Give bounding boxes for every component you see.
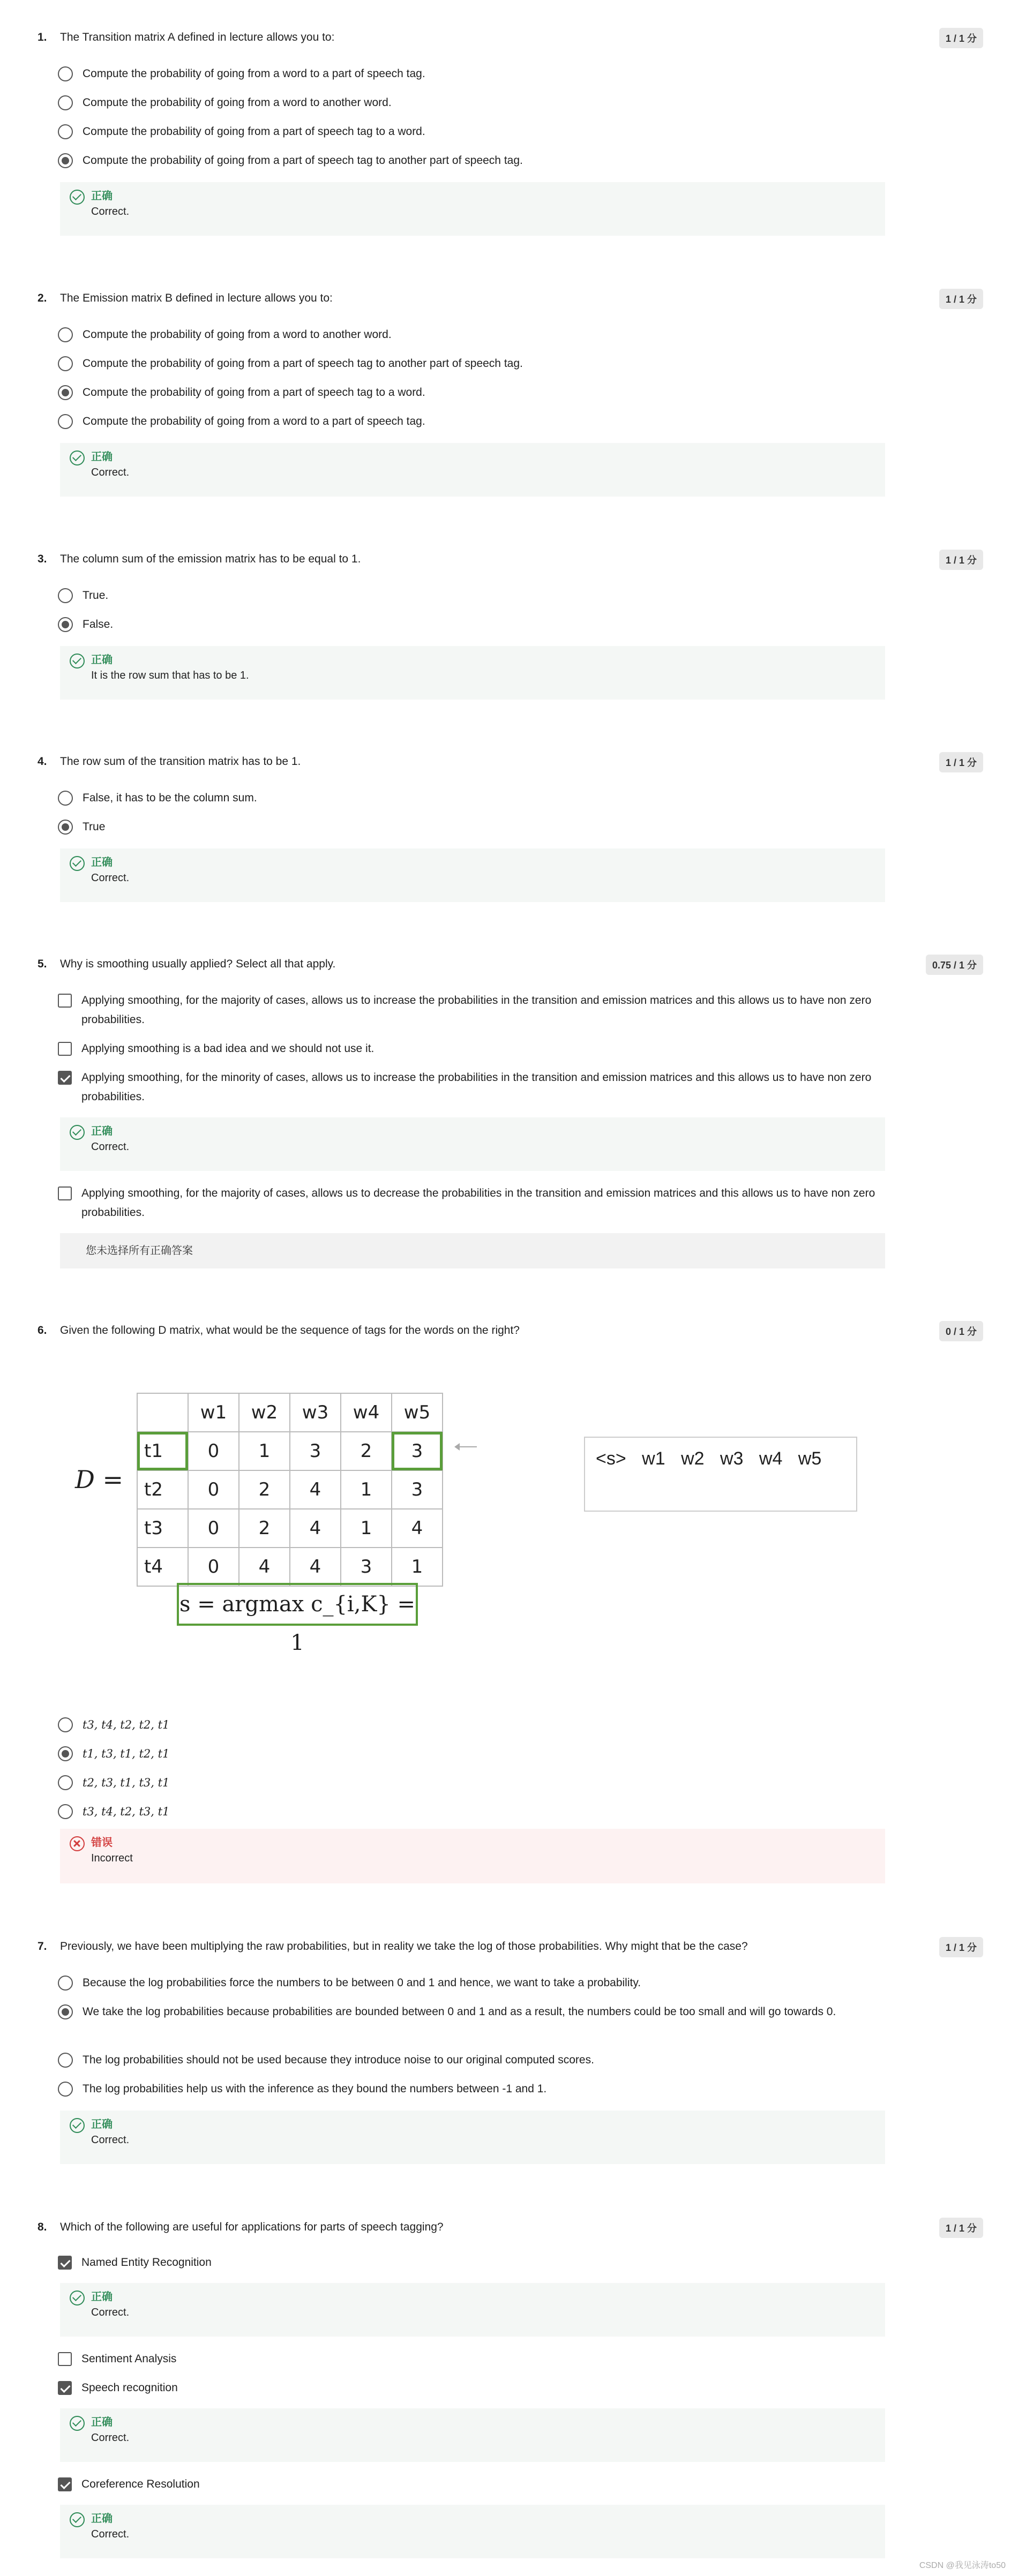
check-circle-icon	[70, 1125, 85, 1140]
option[interactable]: Compute the probability of going from a word to another word.	[58, 325, 894, 344]
radio-button[interactable]	[58, 414, 73, 429]
question-text: The Emission matrix B defined in lecture allows you to:	[60, 292, 333, 304]
matrix-cell: 2	[239, 1470, 290, 1509]
option[interactable]: Named Entity Recognition	[58, 2253, 894, 2272]
option[interactable]: t3, t4, t2, t2, t1	[58, 1715, 894, 1734]
matrix-cell: 3	[341, 1548, 392, 1586]
matrix-col-header: w1	[188, 1393, 239, 1432]
score-badge: 1 / 1 分	[939, 289, 983, 309]
feedback-title: 正确	[91, 2119, 113, 2130]
matrix-row-header: t2	[137, 1470, 188, 1509]
question-number: 4.	[38, 755, 47, 768]
question-text: Which of the following are useful for applications for parts of speech tagging?	[60, 2221, 444, 2233]
feedback-title: 正确	[91, 2291, 113, 2303]
option[interactable]: t3, t4, t2, t3, t1	[58, 1802, 894, 1821]
radio-button[interactable]	[58, 588, 73, 603]
feedback-title: 正确	[91, 654, 113, 666]
radio-button[interactable]	[58, 1717, 73, 1732]
check-circle-icon	[70, 2416, 85, 2431]
matrix-cell: 2	[239, 1509, 290, 1548]
matrix-cell: 0	[188, 1432, 239, 1470]
feedback-message: Incorrect	[91, 1852, 133, 1864]
feedback-message: Correct.	[91, 2528, 130, 2540]
option[interactable]: Compute the probability of going from a word to another word.	[58, 93, 894, 112]
checkbox[interactable]	[58, 994, 72, 1008]
score-badge: 1 / 1 分	[939, 2218, 983, 2238]
check-circle-icon	[70, 450, 85, 465]
feedback-message: Correct.	[91, 2134, 130, 2146]
option[interactable]: False, it has to be the column sum.	[58, 788, 894, 808]
matrix-cell: 3	[290, 1432, 341, 1470]
radio-button[interactable]	[58, 791, 73, 806]
feedback-message: Correct.	[91, 1141, 130, 1153]
radio-button[interactable]	[58, 1804, 73, 1819]
matrix-cell-highlighted: 3	[392, 1432, 443, 1470]
option[interactable]: Applying smoothing, for the minority of cases, allows us to increase the probabilities in the transition and emission matrices and this allows us to have non zero probabilities.	[58, 1068, 894, 1107]
option[interactable]: Applying smoothing is a bad idea and we should not use it.	[58, 1039, 894, 1058]
option[interactable]: Compute the probability of going from a part of speech tag to another part of speech tag.	[58, 151, 894, 170]
option[interactable]: Compute the probability of going from a word to a part of speech tag.	[58, 412, 894, 431]
option[interactable]: The log probabilities help us with the inference as they bound the numbers between -1 and 1.	[58, 2079, 894, 2099]
matrix-row	[137, 1509, 443, 1548]
radio-button-selected[interactable]	[58, 617, 73, 632]
option[interactable]: The log probabilities should not be used because they introduce noise to our original computed scores.	[58, 2051, 894, 2070]
feedback-title: 正确	[91, 2513, 113, 2525]
score-badge: 0 / 1 分	[939, 1321, 983, 1341]
feedback-message: It is the row sum that has to be 1.	[91, 670, 249, 681]
feedback-correct	[60, 1117, 885, 1171]
radio-button[interactable]	[58, 356, 73, 371]
checkbox-checked[interactable]	[58, 2256, 72, 2270]
feedback-correct	[60, 848, 885, 902]
matrix-row-header: t1	[137, 1432, 188, 1470]
feedback-message: Correct.	[91, 2307, 130, 2318]
feedback-title: 正确	[91, 857, 113, 868]
question-number: 2.	[38, 292, 47, 304]
question-number: 8.	[38, 2221, 47, 2233]
check-circle-icon	[70, 190, 85, 205]
radio-button[interactable]	[58, 327, 73, 342]
question-number: 1.	[38, 31, 47, 43]
check-circle-icon	[70, 2290, 85, 2305]
feedback-message: Correct.	[91, 2432, 130, 2444]
matrix-cell: 4	[392, 1509, 443, 1548]
score-badge: 1 / 1 分	[939, 550, 983, 570]
feedback-correct	[60, 2111, 885, 2164]
checkbox-checked[interactable]	[58, 2477, 72, 2491]
argmax-formula: s = argmax c_{i,K} = 1	[177, 1583, 418, 1626]
check-circle-icon	[70, 2118, 85, 2133]
option[interactable]: t1, t3, t1, t2, t1	[58, 1744, 894, 1763]
score-badge: 1 / 1 分	[939, 28, 983, 48]
option[interactable]: We take the log probabilities because probabilities are bounded between 0 and 1 and as a result, the numbers could be too small and will go towards 0.	[58, 2002, 894, 2022]
matrix-col-header: w2	[239, 1393, 290, 1432]
question-text: The column sum of the emission matrix has to be equal to 1.	[60, 553, 361, 565]
matrix-cell: 1	[341, 1470, 392, 1509]
question-number: 7.	[38, 1940, 47, 1952]
option[interactable]: Sentiment Analysis	[58, 2349, 894, 2369]
radio-button-selected[interactable]	[58, 2004, 73, 2019]
checkbox[interactable]	[58, 1042, 72, 1056]
score-badge: 0.75 / 1 分	[926, 955, 983, 975]
matrix-row	[137, 1470, 443, 1509]
matrix-col-header: w5	[392, 1393, 443, 1432]
option[interactable]: Compute the probability of going from a part of speech tag to a word.	[58, 122, 894, 141]
question-number: 5.	[38, 958, 47, 970]
feedback-title: 错误	[91, 1837, 113, 1849]
feedback-correct	[60, 182, 885, 236]
feedback-title: 正确	[91, 190, 113, 202]
question-number: 6.	[38, 1324, 47, 1336]
feedback-correct	[60, 2505, 885, 2558]
option[interactable]: Compute the probability of going from a part of speech tag to another part of speech tag.	[58, 354, 894, 373]
checkbox[interactable]	[58, 2352, 72, 2366]
radio-button-selected[interactable]	[58, 153, 73, 168]
option[interactable]: Applying smoothing, for the majority of cases, allows us to increase the probabilities in the transition and emission matrices and this allows us to have non zero probabilities.	[58, 991, 894, 1030]
arrow-icon	[455, 1446, 477, 1447]
feedback-correct	[60, 2283, 885, 2337]
feedback-message: Correct.	[91, 467, 130, 478]
x-circle-icon	[70, 1836, 85, 1851]
watermark: CSDN @我见泳涛to50	[919, 2561, 1006, 2570]
radio-button-selected[interactable]	[58, 385, 73, 400]
radio-button-selected[interactable]	[58, 820, 73, 835]
matrix-cell: 3	[392, 1470, 443, 1509]
radio-button[interactable]	[58, 124, 73, 139]
feedback-correct	[60, 443, 885, 497]
matrix-header-row	[137, 1393, 443, 1432]
feedback-correct	[60, 646, 885, 700]
option[interactable]: Because the log probabilities force the numbers to be between 0 and 1 and hence, we want to take a probability.	[58, 1973, 894, 1993]
d-matrix-figure	[0, 1393, 911, 1655]
check-circle-icon	[70, 856, 85, 871]
matrix-cell: 0	[188, 1509, 239, 1548]
matrix-row-header: t3	[137, 1509, 188, 1548]
radio-button[interactable]	[58, 2082, 73, 2097]
question-text: Given the following D matrix, what would be the sequence of tags for the words on the right?	[60, 1324, 520, 1336]
question-text: Previously, we have been multiplying the raw probabilities, but in reality we take the log of those probabilities. Why might that be the case?	[60, 1940, 748, 1952]
feedback-correct	[60, 2408, 885, 2462]
matrix-cell: 2	[341, 1432, 392, 1470]
word-sequence-box: <s> w1 w2 w3 w4 w5	[584, 1437, 857, 1512]
matrix-cell: 4	[290, 1509, 341, 1548]
matrix-cell: 1	[392, 1548, 443, 1586]
option[interactable]: True	[58, 817, 894, 837]
radio-button[interactable]	[58, 2053, 73, 2068]
matrix-row	[137, 1548, 443, 1586]
score-badge: 1 / 1 分	[939, 752, 983, 772]
checkbox[interactable]	[58, 1186, 72, 1200]
radio-button-selected[interactable]	[58, 1746, 73, 1761]
radio-button[interactable]	[58, 66, 73, 81]
matrix-corner	[137, 1393, 188, 1432]
checkbox-checked[interactable]	[58, 1071, 72, 1085]
d-matrix-table	[137, 1393, 443, 1587]
option[interactable]: Applying smoothing, for the majority of cases, allows us to decrease the probabilities in the transition and emission matrices and this allows us to have non zero probabilities.	[58, 1184, 894, 1222]
d-matrix-label: D =	[75, 1465, 124, 1494]
matrix-cell: 0	[188, 1470, 239, 1509]
matrix-col-header: w3	[290, 1393, 341, 1432]
option[interactable]: Compute the probability of going from a word to a part of speech tag.	[58, 64, 894, 84]
missed-answers-note: 您未选择所有正确答案	[60, 1233, 885, 1268]
option[interactable]: Compute the probability of going from a part of speech tag to a word.	[58, 383, 894, 402]
question-text: The row sum of the transition matrix has to be 1.	[60, 755, 301, 768]
feedback-message: Correct.	[91, 872, 130, 884]
question-number: 3.	[38, 553, 47, 565]
matrix-cell: 4	[290, 1470, 341, 1509]
option[interactable]: True.	[58, 586, 894, 605]
matrix-cell: 4	[290, 1548, 341, 1586]
option[interactable]: False.	[58, 615, 894, 634]
check-circle-icon	[70, 2512, 85, 2527]
score-badge: 1 / 1 分	[939, 1937, 983, 1957]
option[interactable]: Coreference Resolution	[58, 2475, 894, 2494]
feedback-title: 正确	[91, 451, 113, 463]
matrix-cell: 0	[188, 1548, 239, 1586]
checkbox-checked[interactable]	[58, 2381, 72, 2395]
radio-button[interactable]	[58, 95, 73, 110]
question-text: Why is smoothing usually applied? Select all that apply.	[60, 958, 336, 970]
matrix-cell: 1	[341, 1509, 392, 1548]
matrix-row-header: t4	[137, 1548, 188, 1586]
feedback-message: Correct.	[91, 206, 130, 217]
feedback-title: 正确	[91, 1125, 113, 1137]
feedback-incorrect	[60, 1829, 885, 1883]
matrix-row	[137, 1432, 443, 1470]
matrix-cell: 1	[239, 1432, 290, 1470]
matrix-cell: 4	[239, 1548, 290, 1586]
radio-button[interactable]	[58, 1976, 73, 1991]
matrix-col-header: w4	[341, 1393, 392, 1432]
question-text: The Transition matrix A defined in lecture allows you to:	[60, 31, 335, 43]
option[interactable]: t2, t3, t1, t3, t1	[58, 1773, 894, 1792]
option[interactable]: Speech recognition	[58, 2378, 894, 2398]
radio-button[interactable]	[58, 1775, 73, 1790]
check-circle-icon	[70, 654, 85, 669]
feedback-title: 正确	[91, 2416, 113, 2428]
